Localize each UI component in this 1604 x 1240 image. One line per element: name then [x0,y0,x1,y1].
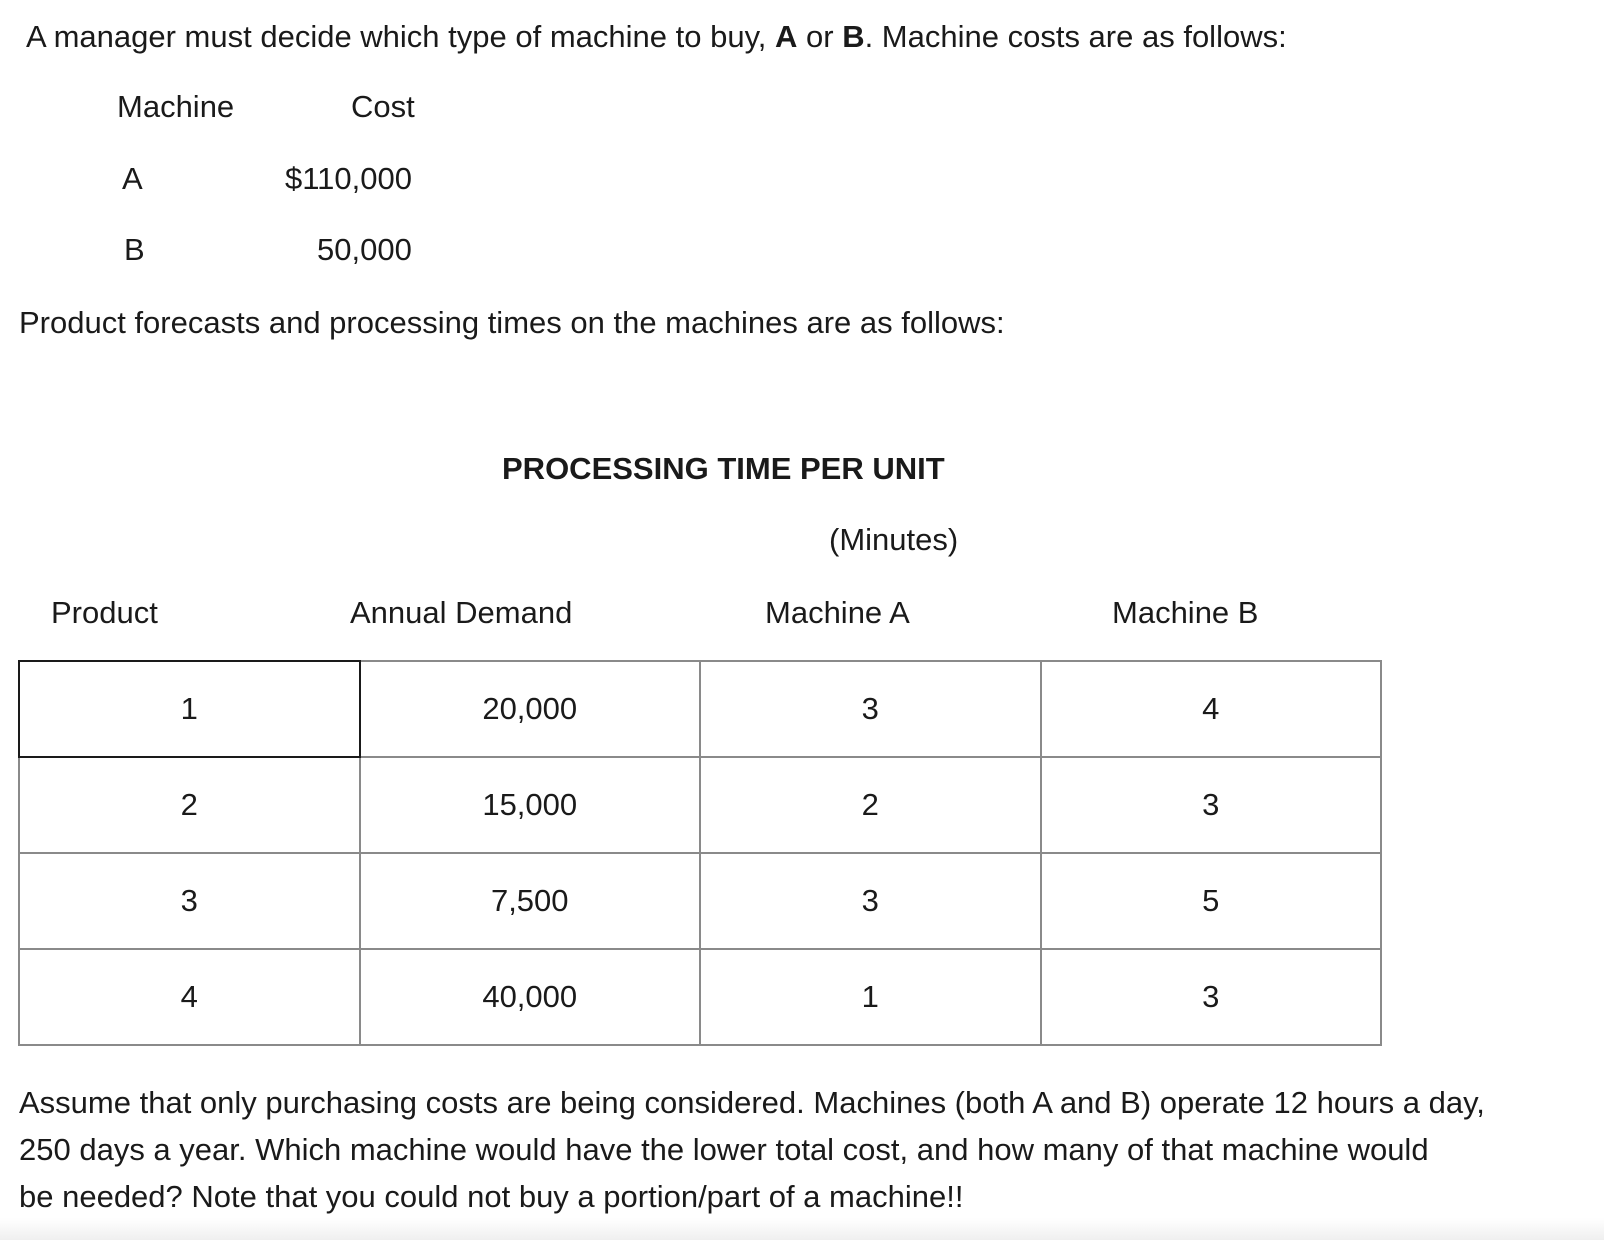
intro-sentence [26,17,1287,57]
column-header-machine-b: Machine B [1112,595,1259,630]
cost-header-cost: Cost [351,89,415,124]
processing-unit: (Minutes) [829,522,959,557]
page-bottom-shadow [0,1218,1604,1240]
intro-or: or [797,19,843,54]
product-cell: 2 [19,757,360,853]
cost-row-value: 50,000 [317,232,412,267]
demand-cell: 40,000 [360,949,701,1045]
intro-machine-b: B [842,19,865,54]
machine-b-cell: 3 [1041,757,1382,853]
machine-a-cell: 2 [700,757,1041,853]
intro-part1: A manager must decide which type of machine to buy, [26,19,775,54]
question-line-1: Assume that only purchasing costs are being considered. Machines (both A and B) operate 12 hours a day, [19,1085,1485,1120]
product-cell: 1 [19,661,360,757]
product-cell: 3 [19,853,360,949]
cost-row-value: $110,000 [285,161,412,196]
machine-a-cell: 1 [700,949,1041,1045]
processing-title: PROCESSING TIME PER UNIT [502,451,945,486]
demand-cell: 7,500 [360,853,701,949]
table-row [19,853,1381,949]
machine-b-cell: 3 [1041,949,1382,1045]
table-row [19,949,1381,1045]
question-line-3: be needed? Note that you could not buy a portion/part of a machine!! [19,1179,964,1214]
machine-b-cell: 5 [1041,853,1382,949]
forecast-intro: Product forecasts and processing times on the machines are as follows: [19,305,1005,340]
cost-row-machine: B [124,232,145,267]
column-header-machine-a: Machine A [765,595,910,630]
processing-table [18,660,1382,1046]
demand-cell: 20,000 [360,661,701,757]
cost-row-machine: A [122,161,143,196]
demand-cell: 15,000 [360,757,701,853]
question-line-2: 250 days a year. Which machine would have the lower total cost, and how many of that machine would [19,1132,1429,1167]
table-row [19,661,1381,757]
column-header-product: Product [51,595,158,630]
table-row [19,757,1381,853]
intro-machine-a: A [775,19,798,54]
machine-b-cell: 4 [1041,661,1382,757]
machine-a-cell: 3 [700,661,1041,757]
cost-header-machine: Machine [117,89,235,124]
product-cell: 4 [19,949,360,1045]
intro-part2: . Machine costs are as follows: [864,19,1287,54]
column-header-demand: Annual Demand [350,595,573,630]
machine-a-cell: 3 [700,853,1041,949]
